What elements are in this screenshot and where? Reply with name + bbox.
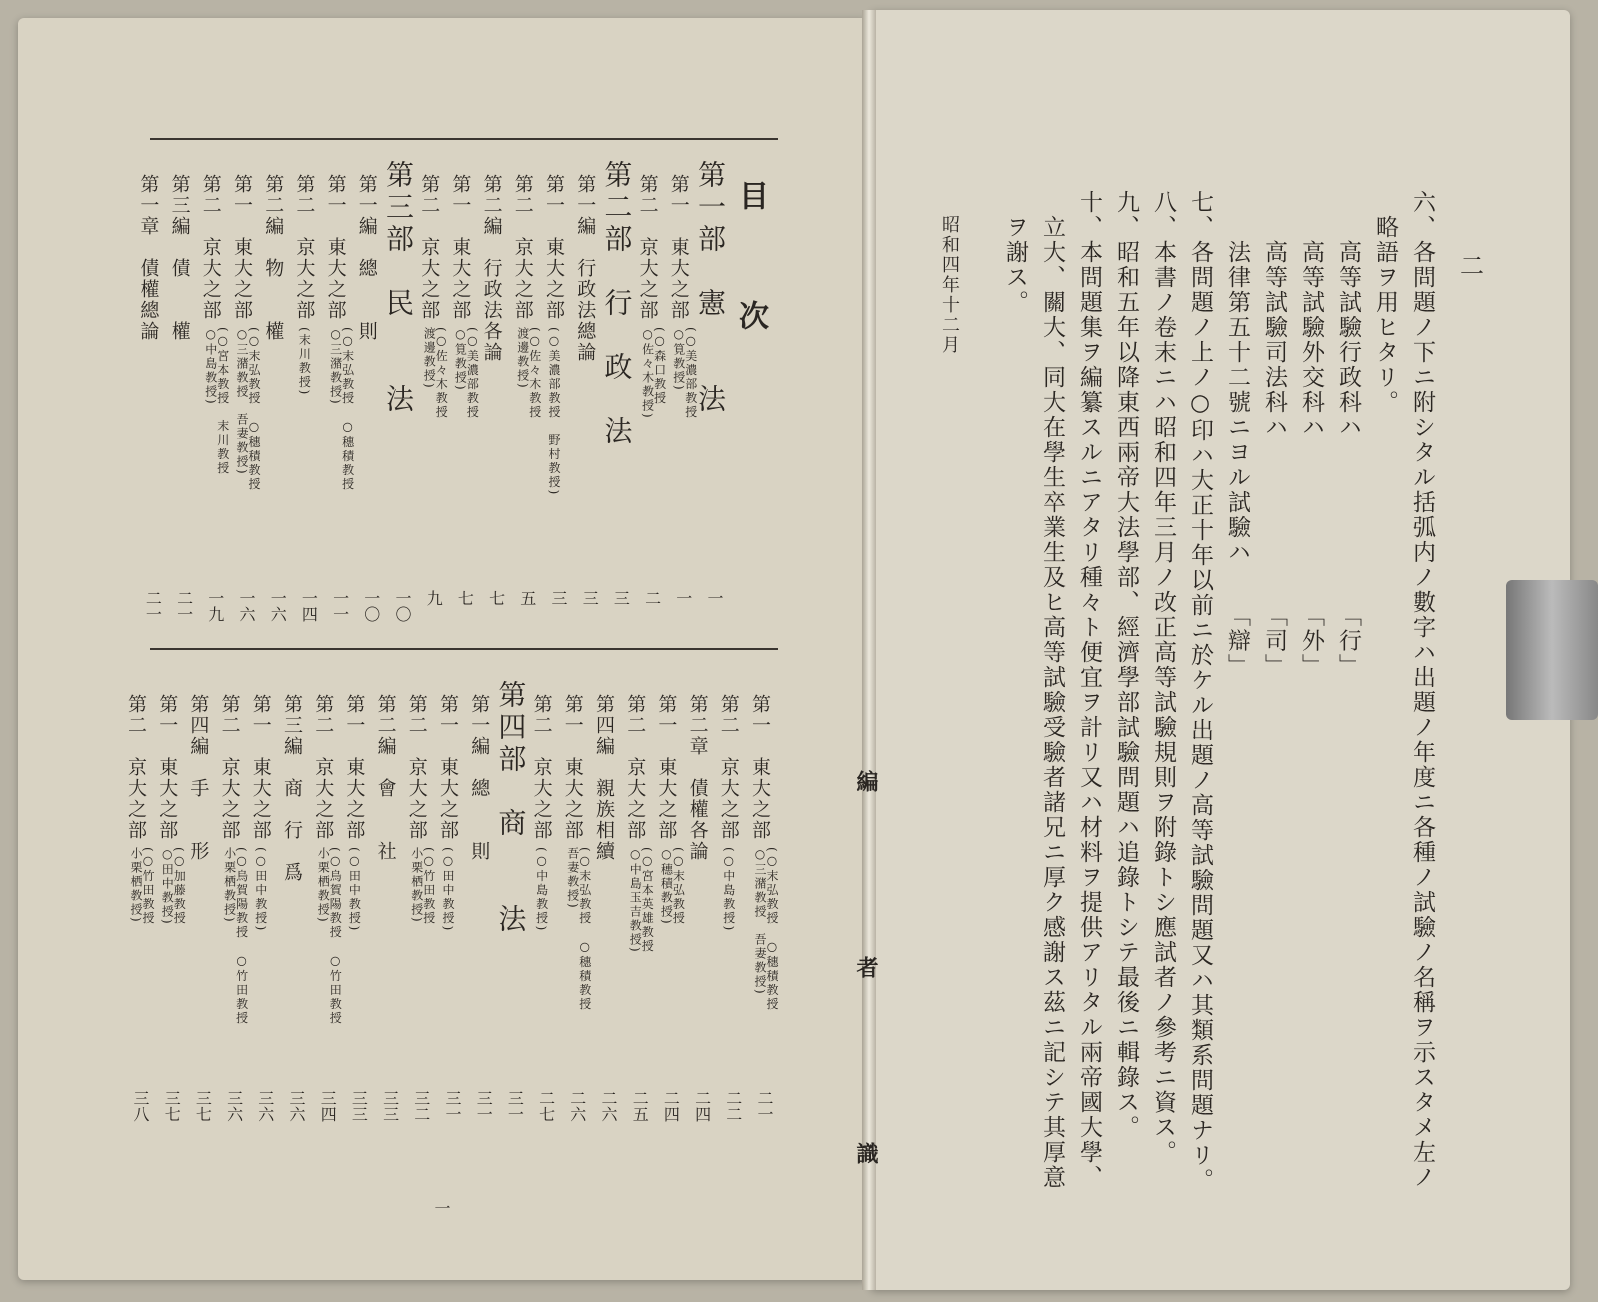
toc-page-number: 一 [673,590,693,606]
toc-page-number: 二六 [567,1090,587,1122]
toc-entry-label: 第一編 總 則 [468,694,491,862]
preface-line-10: 立大、關大、同大在學生卒業生及ヒ高等試驗受驗者諸兄ニ厚ク感謝ス茲ニ記シテ其厚意 [1039,190,1065,1190]
toc-entry-note: (○中島教授) [534,847,549,933]
toc-page-number: 三 [549,590,568,606]
toc-entry-label: 第一 東大之部 [543,174,565,321]
toc-entry-label: 第二 京大之部 [717,694,740,841]
toc-page-number: 二二 [723,1090,743,1122]
page-number: 二 [1460,252,1484,280]
toc-entry-note: (○末弘教授 ○穗積教授 吾妻教授) [565,847,592,1012]
preface-line-9: 十、本問題集ヲ編纂スルニアタリ種々ト便宜ヲ計リ又ハ材料ヲ提供アリタル兩帝國大學、 [1076,190,1102,1190]
toc-entry-note: (○竹田教授 小栗栖教授) [409,847,436,926]
toc-entry-note: (○美濃部教授 野村教授) [547,327,561,497]
toc-entry-label: 第一 東大之部 [156,694,179,841]
preface-line-4: 高等試驗司法科ハ 「司」 [1261,190,1287,679]
preface-line-5: 法律第五十二號ニヨル試驗ハ 「辯」 [1224,190,1250,679]
toc-entry-note: (○森口教授 ○佐々木教授) [640,327,667,420]
toc-entry-bottom-14 [313,694,341,1026]
toc-page-number: 一六 [268,590,288,622]
toc-entry-label: 第四編 手 形 [187,694,210,862]
toc-page-number: 二一 [755,1090,774,1122]
toc-page-number: 二四 [692,1090,712,1122]
toc-entry-note: (○田中教授) [441,847,455,933]
preface-line-6: 七、各問題ノ上ノ○印ハ大正十年以前ニ於ケル出題ノ高等試驗問題又ハ其類系問題ナリ。 [1187,190,1213,1193]
toc-page-number: 二 [642,590,662,606]
toc-page-number: 一〇 [393,590,412,622]
toc-entry-label: 第二 京大之部 [199,174,222,321]
toc-entry-label: 第一章 債權總論 [137,174,160,342]
toc-entry-top-1 [669,174,697,420]
date-line: 昭和四年十二月 [939,215,960,355]
toc-page-number: 三六 [287,1090,306,1122]
toc-page-number: 三一 [474,1090,494,1122]
toc-entry-top-18 [137,174,160,342]
toc-entry-label: 第一 東大之部 [561,694,584,841]
toc-entry-label: 第一 東大之部 [449,174,472,321]
toc-entry-note: (○末弘教授 ○穗積教授 ○三潴教授 吾妻教授) [753,847,779,1012]
toc-entry-note: (○田中教授) [253,847,268,933]
toc-entry-bottom-16 [251,694,270,932]
toc-entry-note: (○烏賀陽教授 ○竹田教授 小栗栖教授) [222,847,249,1026]
top-rule [150,138,778,140]
toc-page-number: 三 [611,590,631,606]
toc-entry-top-9 [419,174,447,420]
toc-page-number: 三三 [380,1090,400,1122]
binder-clip [1506,580,1598,720]
toc-entry-note: (○佐々木教授 渡邊教授) [515,327,542,420]
preface-line-8: 九、昭和五年以降東西兩帝大法學部、經濟學部試驗問題ハ追錄トシテ最後ニ輯錄ス。 [1113,190,1139,1140]
toc-entry-bottom-17 [220,694,248,1026]
toc-page-number: 七 [486,590,506,606]
toc-entry-bottom-3 [656,694,684,926]
toc-entry-top-8 [450,174,478,420]
toc-entry-label: 第二 京大之部 [218,694,241,841]
preface-line-2: 高等試驗行政科ハ 「行」 [1335,190,1361,679]
toc-entry-top-12 [326,174,354,492]
toc-entry-label: 第二 京大之部 [636,174,659,321]
toc-page-number: 三六 [224,1090,244,1122]
preface-line-1: 略語ヲ用ヒタリ。 [1372,190,1398,415]
toc-entry-label: 第二 京大之部 [125,694,147,841]
toc-entry-bottom-2 [688,694,707,862]
toc-entry-label: 第四部 商 法 [494,680,528,936]
left-page-number: 一 [432,1200,451,1216]
toc-entry-label: 第二 京大之部 [418,174,441,321]
toc-entry-bottom-8 [494,680,528,936]
toc-page-number: 三七 [162,1090,182,1122]
toc-entry-label: 第一 東大之部 [655,694,678,841]
toc-entry-label: 第二 京大之部 [511,174,534,321]
toc-page-number: 一六 [237,590,256,622]
toc-page-number: 一一 [330,590,350,622]
toc-entry-label: 第二 京大之部 [624,694,647,841]
toc-entry-note: (○美濃部教授 ○筧教授) [453,327,480,420]
toc-entry-label: 第二 京大之部 [312,694,335,841]
toc-entry-bottom-11 [407,694,435,926]
toc-entry-label: 第二 京大之部 [293,174,316,321]
preface-line-0: 六、各問題ノ下ニ附シタル括弧内ノ數字ハ出題ノ年度ニ各種ノ試驗ノ名稱ヲ示スタメ左ノ [1409,190,1435,1190]
toc-page-number: 九 [424,590,444,606]
toc-entry-note: (末川教授) [297,327,312,397]
toc-entry-label: 第一 東大之部 [749,694,771,841]
toc-entry-top-2 [638,174,666,420]
toc-entry-label: 第二編 物 權 [262,174,285,342]
toc-entry-note: (○美濃部教授 ○筧教授) [671,327,698,420]
toc-entry-bottom-13 [343,694,366,933]
toc-page-number: 二四 [661,1090,681,1122]
toc-entry-top-17 [170,174,189,342]
toc-entry-label: 第四編 親族相續 [593,694,615,862]
toc-entry-label: 第二編 會 社 [374,694,397,862]
toc-entry-label: 第二 京大之部 [530,694,553,841]
toc-page-number: 二一 [174,590,194,622]
toc-entry-label: 第一 東大之部 [437,694,459,841]
toc-page-number: 三六 [255,1090,275,1122]
toc-page-number: 五 [517,590,537,606]
toc-entry-top-7 [482,174,501,363]
preface-line-7: 八、本書ノ卷末ニハ昭和四年三月ノ改正高等試驗規則ヲ附錄トシ應試者ノ參考ニ資ス。 [1150,190,1176,1165]
right-page [870,10,1570,1290]
toc-entry-label: 第二部 行 政 法 [600,160,634,448]
toc-entry-top-6 [513,174,541,420]
preface-line-11: ヲ謝ス。 [1002,190,1028,315]
toc-entry-note: (○宮本教授 末川教授 ○中島教授) [203,327,230,476]
toc-entry-label: 第三編 債 權 [168,174,191,342]
toc-entry-label: 第一 東大之部 [667,174,690,321]
middle-rule [150,648,778,650]
toc-entry-label: 第二編 行政法各論 [480,174,503,363]
toc-entry-note: (○末弘教授 ○穗積教授 ○三潴教授 吾妻教授) [235,327,261,492]
toc-entry-bottom-18 [187,694,210,862]
toc-entry-top-10 [382,160,415,416]
toc-page-number: 三七 [193,1090,213,1122]
toc-page-number: 三八 [131,1090,150,1122]
toc-entry-top-14 [262,174,285,342]
toc-entry-bottom-9 [468,694,491,862]
toc-entry-label: 第三編 商 行 爲 [281,694,303,883]
toc-page-number: 七 [455,590,475,606]
toc-entry-note: (○竹田教授 小栗栖教授) [129,847,155,926]
toc-entry-bottom-7 [532,694,551,932]
toc-title: 目 次 [733,180,768,360]
toc-page-number: 一四 [299,590,319,622]
toc-entry-top-5 [544,174,563,496]
toc-entry-note: (○末弘教授 ○穗積教授 ○三潴教授) [328,327,355,492]
toc-entry-bottom-15 [282,694,301,883]
preface-line-3: 高等試驗外交科ハ 「外」 [1298,190,1324,679]
toc-entry-note: (○佐々木教授 渡邊教授) [422,327,449,420]
toc-entry-label: 第二章 債權各論 [686,694,709,862]
toc-page-number: 三三 [349,1090,369,1122]
toc-page-number: 二七 [536,1090,556,1122]
toc-entry-note: (○宮本英雄教授 ○中島玉吉教授) [628,847,655,954]
toc-page-number: 一 [705,590,724,606]
toc-entry-bottom-5 [594,694,613,862]
toc-entry-top-0 [694,160,727,416]
toc-entry-label: 第一 東大之部 [231,174,253,321]
toc-entry-label: 第一 東大之部 [324,174,347,321]
toc-entry-note: (○加藤教授 ○田中教授) [160,847,187,926]
toc-entry-label: 第一編 總 則 [355,174,378,342]
toc-entry-top-4 [574,174,597,363]
toc-page-number: 三一 [505,1090,525,1122]
toc-entry-note: (○烏賀陽教授 ○竹田教授 小栗栖教授) [316,847,343,1026]
toc-entry-bottom-20 [126,694,154,926]
toc-page-number: 三二 [411,1090,431,1122]
toc-entry-label: 第三部 民 法 [382,160,415,416]
toc-entry-bottom-19 [157,694,185,926]
toc-page-number: 一〇 [361,590,381,622]
toc-entry-bottom-0 [750,694,778,1012]
toc-page-number: 二一 [143,590,163,622]
toc-entry-top-3 [600,160,634,448]
toc-entry-bottom-1 [719,694,738,932]
toc-entry-note: (○末弘教授 ○穗積教授) [659,847,686,926]
signature: 編 者 識 [853,770,879,1204]
toc-entry-bottom-12 [376,694,395,862]
toc-entry-label: 第一 東大之部 [343,694,366,841]
toc-entry-label: 第一 東大之部 [249,694,272,841]
toc-page-number: 三一 [443,1090,462,1122]
toc-entry-label: 第一編 行政法總論 [574,174,597,363]
toc-entry-note: (○中島教授) [721,847,736,933]
toc-entry-bottom-10 [438,694,457,932]
toc-entry-note: (○田中教授) [347,847,362,933]
toc-page-number: 三四 [318,1090,338,1122]
toc-entry-label: 第一部 憲 法 [694,160,727,416]
toc-page-number: 一九 [205,590,225,622]
toc-entry-bottom-4 [625,694,653,954]
toc-entry-top-13 [293,174,316,397]
toc-page-number: 二六 [599,1090,618,1122]
toc-entry-label: 第二 京大之部 [405,694,428,841]
toc-entry-bottom-6 [563,694,591,1012]
toc-entry-top-11 [357,174,376,342]
toc-entry-top-16 [201,174,229,476]
toc-entry-top-15 [232,174,260,492]
toc-page-number: 二五 [630,1090,650,1122]
toc-page-number: 三 [580,590,600,606]
